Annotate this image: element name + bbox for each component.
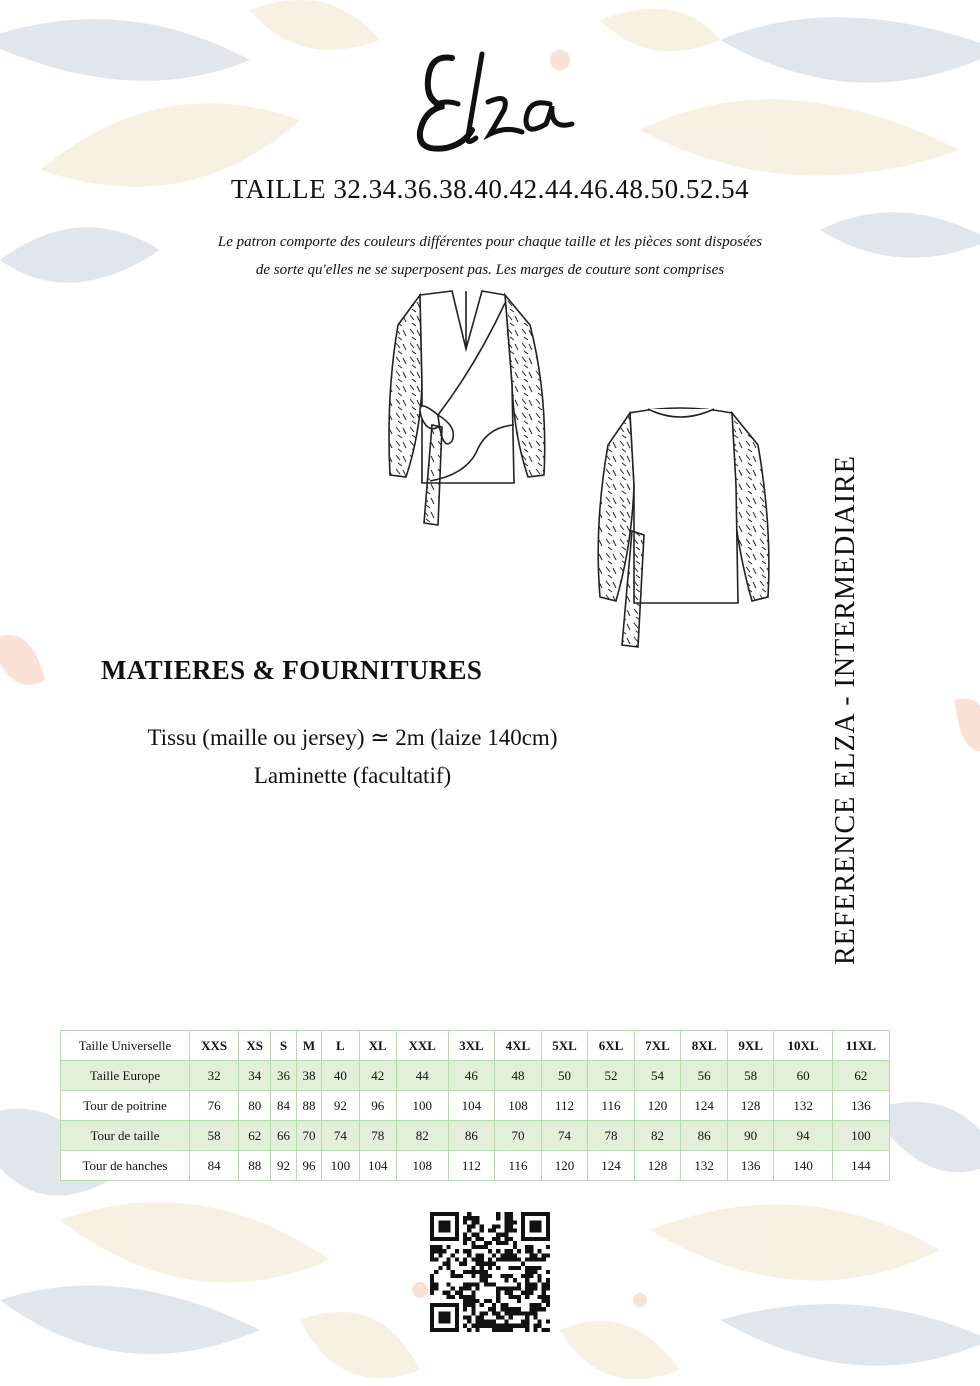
- size-chart-cell: 124: [681, 1091, 728, 1121]
- size-chart-cell: 74: [322, 1121, 359, 1151]
- size-chart-cell: 92: [322, 1091, 359, 1121]
- size-chart-row-label: Tour de hanches: [61, 1151, 190, 1181]
- front-view-drawing: [389, 291, 545, 525]
- size-chart-cell: 104: [448, 1091, 495, 1121]
- size-col-header: XXL: [396, 1031, 448, 1061]
- size-chart-cell: 42: [359, 1061, 396, 1091]
- size-chart-cell: 34: [239, 1061, 271, 1091]
- size-col-header: 5XL: [541, 1031, 588, 1061]
- side-reference-label: REFERENCE ELZA - INTERMEDIAIRE: [830, 455, 861, 965]
- size-chart-cell: 58: [727, 1061, 774, 1091]
- size-chart-cell: 96: [296, 1151, 321, 1181]
- back-view-drawing: [598, 408, 769, 647]
- size-col-header: 11XL: [832, 1031, 889, 1061]
- size-chart-cell: 84: [271, 1091, 296, 1121]
- size-chart-cell: 40: [322, 1061, 359, 1091]
- size-chart-cell: 92: [271, 1151, 296, 1181]
- size-chart-cell: 140: [774, 1151, 832, 1181]
- size-chart-cell: 90: [727, 1121, 774, 1151]
- size-chart-cell: 100: [396, 1091, 448, 1121]
- size-chart-table: [60, 1030, 890, 1181]
- size-chart-cell: 132: [681, 1151, 728, 1181]
- sizes-line: TAILLE 32.34.36.38.40.42.44.46.48.50.52.54: [230, 174, 750, 204]
- size-chart-cell: 78: [359, 1121, 396, 1151]
- size-chart-row: [61, 1121, 890, 1151]
- size-chart-cell: 38: [296, 1061, 321, 1091]
- size-col-header: XXS: [190, 1031, 239, 1061]
- materials-item-laminette: Laminette (facultatif): [253, 763, 452, 788]
- size-chart-cell: 112: [541, 1091, 588, 1121]
- size-chart-cell: 82: [634, 1121, 681, 1151]
- size-chart-cell: 84: [190, 1151, 239, 1181]
- size-chart-cell: 88: [239, 1151, 271, 1181]
- size-chart-cell: 94: [774, 1121, 832, 1151]
- size-chart-cell: 32: [190, 1061, 239, 1091]
- size-col-header: 10XL: [774, 1031, 832, 1061]
- qr-code[interactable]: [430, 1212, 550, 1332]
- size-chart-cell: 136: [727, 1151, 774, 1181]
- size-chart-cell: 62: [832, 1061, 889, 1091]
- size-chart-row-label: Taille Europe: [61, 1061, 190, 1091]
- size-col-header: S: [271, 1031, 296, 1061]
- size-col-header: L: [322, 1031, 359, 1061]
- size-chart-cell: 124: [588, 1151, 635, 1181]
- size-chart-cell: 60: [774, 1061, 832, 1091]
- size-chart-cell: 86: [448, 1121, 495, 1151]
- size-col-header: 3XL: [448, 1031, 495, 1061]
- size-chart-cell: 76: [190, 1091, 239, 1121]
- materials-item-fabric: Tissu (maille ou jersey) ≃ 2m (laize 140cm): [147, 725, 558, 750]
- intro-line-1: Le patron comporte des couleurs différentes pour chaque taille et les pièces sont disposées: [217, 234, 763, 250]
- size-chart-cell: 80: [239, 1091, 271, 1121]
- size-chart-header-label: Taille Universelle: [61, 1031, 190, 1061]
- size-chart-cell: 120: [634, 1091, 681, 1121]
- size-col-header: 8XL: [681, 1031, 728, 1061]
- size-col-header: XL: [359, 1031, 396, 1061]
- materials-list: [80, 719, 625, 795]
- size-chart-cell: 100: [832, 1121, 889, 1151]
- size-col-header: XS: [239, 1031, 271, 1061]
- size-col-header: M: [296, 1031, 321, 1061]
- size-chart-cell: 62: [239, 1121, 271, 1151]
- size-chart-cell: 128: [727, 1091, 774, 1121]
- size-chart-cell: 132: [774, 1091, 832, 1121]
- size-chart-cell: 50: [541, 1061, 588, 1091]
- intro-line-2: de sorte qu'elles ne se superposent pas. Les marges de couture sont comprises: [255, 262, 725, 278]
- size-col-header: 6XL: [588, 1031, 635, 1061]
- size-chart-row: [61, 1151, 890, 1181]
- size-col-header: 7XL: [634, 1031, 681, 1061]
- size-chart-row-label: Tour de poitrine: [61, 1091, 190, 1121]
- size-chart-cell: 116: [588, 1091, 635, 1121]
- size-chart-row: [61, 1091, 890, 1121]
- size-chart-cell: 108: [495, 1091, 542, 1121]
- size-chart-cell: 66: [271, 1121, 296, 1151]
- elza-logo: [400, 40, 590, 160]
- size-chart-cell: 52: [588, 1061, 635, 1091]
- size-chart-cell: 116: [495, 1151, 542, 1181]
- size-chart-cell: 56: [681, 1061, 728, 1091]
- intro-text: [0, 228, 980, 284]
- size-chart-cell: 48: [495, 1061, 542, 1091]
- size-chart-cell: 74: [541, 1121, 588, 1151]
- size-chart-cell: 88: [296, 1091, 321, 1121]
- size-chart-cell: 82: [396, 1121, 448, 1151]
- size-chart-row-label: Tour de taille: [61, 1121, 190, 1151]
- size-chart-cell: 58: [190, 1121, 239, 1151]
- size-chart-cell: 96: [359, 1091, 396, 1121]
- size-chart-cell: 144: [832, 1151, 889, 1181]
- size-col-header: 4XL: [495, 1031, 542, 1061]
- materials-title: MATIERES & FOURNITURES: [101, 655, 483, 685]
- size-chart-header-row: [61, 1031, 890, 1061]
- size-chart-cell: 86: [681, 1121, 728, 1151]
- size-chart-cell: 44: [396, 1061, 448, 1091]
- size-chart-cell: 104: [359, 1151, 396, 1181]
- size-chart-cell: 136: [832, 1091, 889, 1121]
- size-chart-cell: 54: [634, 1061, 681, 1091]
- size-chart-cell: 70: [495, 1121, 542, 1151]
- garment-technical-drawings: [380, 285, 810, 655]
- size-col-header: 9XL: [727, 1031, 774, 1061]
- size-chart-cell: 70: [296, 1121, 321, 1151]
- size-chart-cell: 120: [541, 1151, 588, 1181]
- size-chart-cell: 36: [271, 1061, 296, 1091]
- size-chart-cell: 128: [634, 1151, 681, 1181]
- size-chart-cell: 108: [396, 1151, 448, 1181]
- size-chart-cell: 112: [448, 1151, 495, 1181]
- size-chart-cell: 100: [322, 1151, 359, 1181]
- size-chart-row: [61, 1061, 890, 1091]
- size-chart-cell: 46: [448, 1061, 495, 1091]
- size-chart-cell: 78: [588, 1121, 635, 1151]
